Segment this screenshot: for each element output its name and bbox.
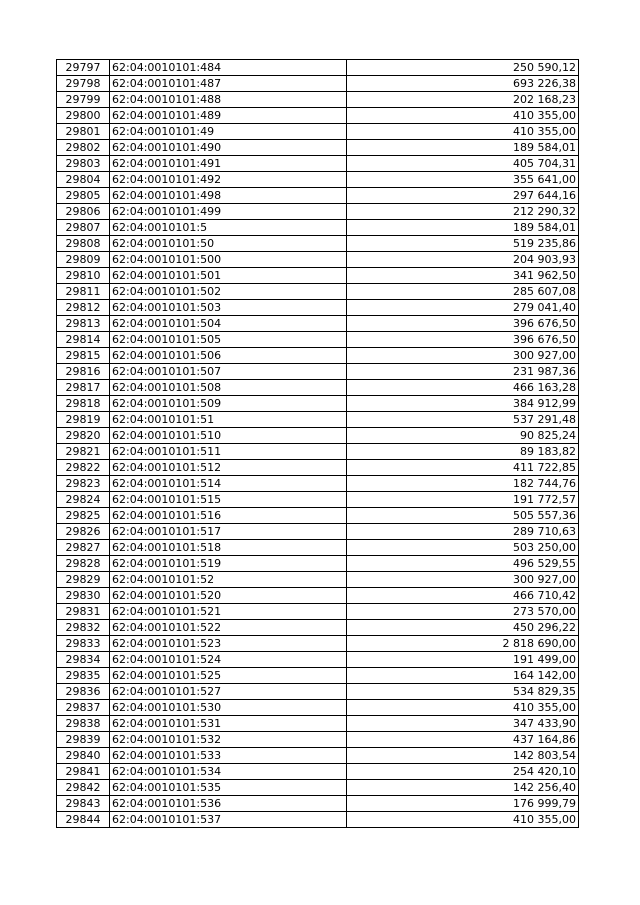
cadastral-number: 62:04:0010101:510 [110,428,347,444]
row-number: 29840 [57,748,110,764]
cadastral-number: 62:04:0010101:484 [110,60,347,76]
table-row [57,604,579,620]
row-number: 29819 [57,412,110,428]
cadastral-number: 62:04:0010101:515 [110,492,347,508]
row-number: 29842 [57,780,110,796]
table-row [57,444,579,460]
row-number: 29805 [57,188,110,204]
cadastral-number: 62:04:0010101:531 [110,716,347,732]
cadastral-number: 62:04:0010101:525 [110,668,347,684]
cadastral-value: 89 183,82 [347,444,579,460]
cadastral-value: 300 927,00 [347,572,579,588]
table-row [57,124,579,140]
cadastral-number: 62:04:0010101:537 [110,812,347,828]
cadastral-value: 231 987,36 [347,364,579,380]
cadastral-value: 466 710,42 [347,588,579,604]
cadastral-value: 285 607,08 [347,284,579,300]
row-number: 29831 [57,604,110,620]
table-row [57,636,579,652]
cadastral-number: 62:04:0010101:51 [110,412,347,428]
cadastral-value: 405 704,31 [347,156,579,172]
row-number: 29824 [57,492,110,508]
table-row [57,140,579,156]
table-row [57,684,579,700]
table-row [57,172,579,188]
row-number: 29814 [57,332,110,348]
cadastral-value: 191 772,57 [347,492,579,508]
cadastral-number: 62:04:0010101:504 [110,316,347,332]
row-number: 29799 [57,92,110,108]
row-number: 29833 [57,636,110,652]
row-number: 29820 [57,428,110,444]
row-number: 29797 [57,60,110,76]
table-row [57,588,579,604]
cadastral-number: 62:04:0010101:535 [110,780,347,796]
row-number: 29804 [57,172,110,188]
cadastral-value: 142 803,54 [347,748,579,764]
cadastral-number: 62:04:0010101:503 [110,300,347,316]
row-number: 29816 [57,364,110,380]
table-row [57,524,579,540]
cadastral-number: 62:04:0010101:511 [110,444,347,460]
row-number: 29822 [57,460,110,476]
table-row [57,812,579,828]
row-number: 29836 [57,684,110,700]
row-number: 29811 [57,284,110,300]
cadastral-value: 347 433,90 [347,716,579,732]
row-number: 29844 [57,812,110,828]
cadastral-value: 496 529,55 [347,556,579,572]
cadastral-number: 62:04:0010101:523 [110,636,347,652]
cadastral-number: 62:04:0010101:489 [110,108,347,124]
table-row [57,572,579,588]
cadastral-value: 273 570,00 [347,604,579,620]
cadastral-number: 62:04:0010101:532 [110,732,347,748]
row-number: 29803 [57,156,110,172]
cadastral-number: 62:04:0010101:49 [110,124,347,140]
cadastral-value: 90 825,24 [347,428,579,444]
table-row [57,188,579,204]
row-number: 29830 [57,588,110,604]
row-number: 29808 [57,236,110,252]
cadastral-value: 250 590,12 [347,60,579,76]
table-row [57,764,579,780]
cadastral-value: 519 235,86 [347,236,579,252]
table-row [57,652,579,668]
table-row [57,668,579,684]
table-row [57,620,579,636]
table-row [57,380,579,396]
table-row [57,748,579,764]
row-number: 29825 [57,508,110,524]
table-row [57,220,579,236]
cadastral-number: 62:04:0010101:500 [110,252,347,268]
row-number: 29838 [57,716,110,732]
table-body [57,60,579,828]
cadastral-value: 505 557,36 [347,508,579,524]
cadastral-value: 289 710,63 [347,524,579,540]
table-row [57,460,579,476]
cadastral-value: 355 641,00 [347,172,579,188]
table-row [57,284,579,300]
row-number: 29815 [57,348,110,364]
table-row [57,492,579,508]
row-number: 29829 [57,572,110,588]
table-row [57,396,579,412]
row-number: 29834 [57,652,110,668]
cadastral-value: 537 291,48 [347,412,579,428]
cadastral-value: 503 250,00 [347,540,579,556]
cadastral-value: 176 999,79 [347,796,579,812]
cadastral-number: 62:04:0010101:498 [110,188,347,204]
table-row [57,780,579,796]
row-number: 29800 [57,108,110,124]
row-number: 29828 [57,556,110,572]
cadastral-number: 62:04:0010101:522 [110,620,347,636]
cadastral-number: 62:04:0010101:518 [110,540,347,556]
cadastral-number: 62:04:0010101:508 [110,380,347,396]
cadastral-value: 437 164,86 [347,732,579,748]
table-row [57,92,579,108]
cadastral-number: 62:04:0010101:5 [110,220,347,236]
cadastral-value: 2 818 690,00 [347,636,579,652]
cadastral-number: 62:04:0010101:491 [110,156,347,172]
cadastral-value: 341 962,50 [347,268,579,284]
cadastral-value: 450 296,22 [347,620,579,636]
table-row [57,716,579,732]
cadastral-number: 62:04:0010101:52 [110,572,347,588]
row-number: 29823 [57,476,110,492]
cadastral-number: 62:04:0010101:527 [110,684,347,700]
cadastral-number: 62:04:0010101:520 [110,588,347,604]
row-number: 29841 [57,764,110,780]
cadastral-number: 62:04:0010101:488 [110,92,347,108]
row-number: 29839 [57,732,110,748]
row-number: 29813 [57,316,110,332]
cadastral-value: 534 829,35 [347,684,579,700]
cadastral-value: 410 355,00 [347,124,579,140]
table-row [57,540,579,556]
cadastral-value: 202 168,23 [347,92,579,108]
table-row [57,412,579,428]
cadastral-value: 164 142,00 [347,668,579,684]
table-row [57,268,579,284]
cadastral-value: 189 584,01 [347,220,579,236]
cadastral-number: 62:04:0010101:524 [110,652,347,668]
cadastral-value: 396 676,50 [347,316,579,332]
cadastral-value: 411 722,85 [347,460,579,476]
table-row [57,300,579,316]
cadastral-number: 62:04:0010101:509 [110,396,347,412]
row-number: 29817 [57,380,110,396]
row-number: 29807 [57,220,110,236]
cadastral-value: 410 355,00 [347,108,579,124]
cadastral-value-table [56,59,579,828]
cadastral-number: 62:04:0010101:534 [110,764,347,780]
cadastral-number: 62:04:0010101:519 [110,556,347,572]
cadastral-value: 410 355,00 [347,700,579,716]
cadastral-value: 191 499,00 [347,652,579,668]
cadastral-value: 396 676,50 [347,332,579,348]
cadastral-number: 62:04:0010101:487 [110,76,347,92]
cadastral-value: 693 226,38 [347,76,579,92]
table-row [57,204,579,220]
table-row [57,332,579,348]
cadastral-number: 62:04:0010101:501 [110,268,347,284]
cadastral-number: 62:04:0010101:517 [110,524,347,540]
cadastral-value: 384 912,99 [347,396,579,412]
row-number: 29812 [57,300,110,316]
row-number: 29827 [57,540,110,556]
cadastral-number: 62:04:0010101:492 [110,172,347,188]
cadastral-value: 279 041,40 [347,300,579,316]
table-row [57,348,579,364]
cadastral-value: 204 903,93 [347,252,579,268]
cadastral-value: 212 290,32 [347,204,579,220]
cadastral-number: 62:04:0010101:521 [110,604,347,620]
cadastral-number: 62:04:0010101:507 [110,364,347,380]
cadastral-number: 62:04:0010101:516 [110,508,347,524]
table-row [57,508,579,524]
cadastral-value: 254 420,10 [347,764,579,780]
table-row [57,700,579,716]
table-row [57,364,579,380]
cadastral-number: 62:04:0010101:502 [110,284,347,300]
cadastral-number: 62:04:0010101:490 [110,140,347,156]
table-row [57,252,579,268]
cadastral-value: 182 744,76 [347,476,579,492]
table-row [57,556,579,572]
cadastral-value: 410 355,00 [347,812,579,828]
cadastral-value: 297 644,16 [347,188,579,204]
row-number: 29835 [57,668,110,684]
table-row [57,316,579,332]
table-row [57,476,579,492]
cadastral-number: 62:04:0010101:499 [110,204,347,220]
table-row [57,796,579,812]
row-number: 29801 [57,124,110,140]
row-number: 29818 [57,396,110,412]
row-number: 29802 [57,140,110,156]
cadastral-value: 466 163,28 [347,380,579,396]
row-number: 29806 [57,204,110,220]
row-number: 29837 [57,700,110,716]
cadastral-number: 62:04:0010101:536 [110,796,347,812]
table-row [57,76,579,92]
cadastral-number: 62:04:0010101:514 [110,476,347,492]
cadastral-number: 62:04:0010101:506 [110,348,347,364]
table-row [57,428,579,444]
cadastral-value: 142 256,40 [347,780,579,796]
cadastral-number: 62:04:0010101:50 [110,236,347,252]
cadastral-number: 62:04:0010101:505 [110,332,347,348]
row-number: 29809 [57,252,110,268]
cadastral-number: 62:04:0010101:512 [110,460,347,476]
cadastral-number: 62:04:0010101:530 [110,700,347,716]
cadastral-value: 189 584,01 [347,140,579,156]
row-number: 29821 [57,444,110,460]
table-row [57,236,579,252]
cadastral-number: 62:04:0010101:533 [110,748,347,764]
row-number: 29798 [57,76,110,92]
table-row [57,108,579,124]
table-row [57,156,579,172]
row-number: 29832 [57,620,110,636]
row-number: 29826 [57,524,110,540]
table-row [57,732,579,748]
cadastral-value: 300 927,00 [347,348,579,364]
row-number: 29843 [57,796,110,812]
row-number: 29810 [57,268,110,284]
table-row [57,60,579,76]
